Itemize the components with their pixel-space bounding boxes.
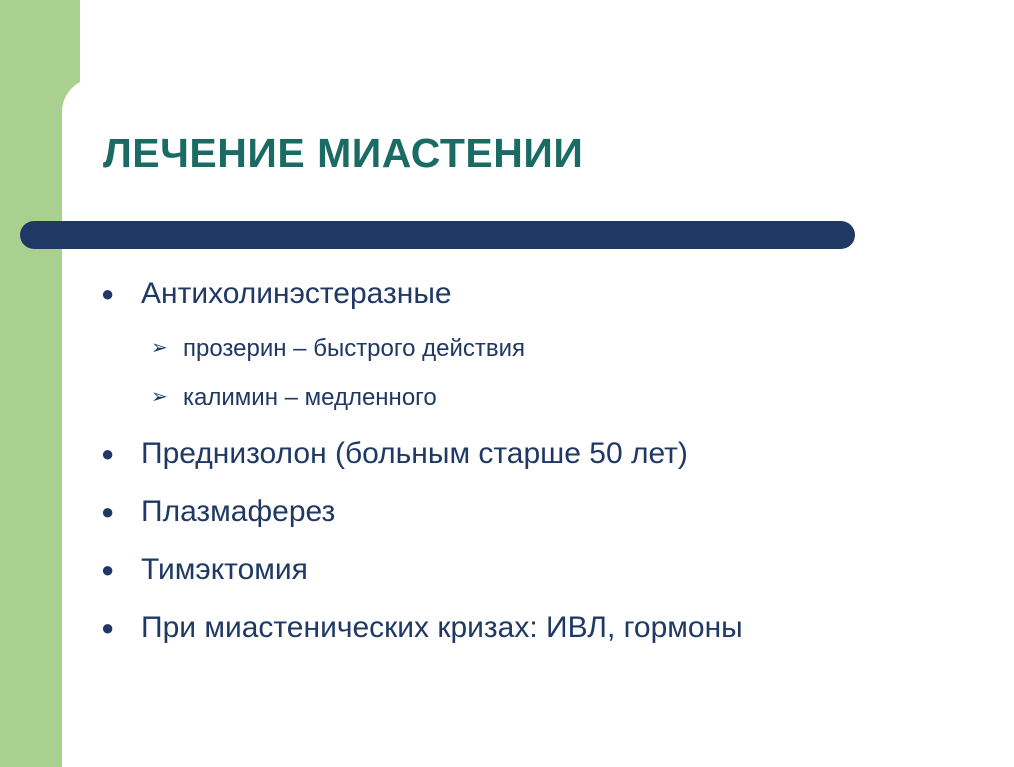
list-item-label: Преднизолон (больным старше 50 лет) [141, 437, 688, 470]
bullet-marker-icon: ● [101, 557, 115, 582]
list-item [95, 428, 985, 480]
list-item-label: При миастенических кризах: ИВЛ, гормоны [141, 611, 743, 644]
bullet-marker-icon: ● [101, 281, 115, 306]
list-item-label: прозерин – быстрого действия [183, 335, 526, 362]
list-item [95, 326, 985, 371]
list-item [95, 486, 985, 538]
list-item-label: калимин – медленного [183, 384, 437, 411]
list-item [95, 602, 985, 654]
list-item [95, 544, 985, 596]
list-item-label: Антихолинэстеразные [141, 277, 452, 310]
bullet-marker-icon: ● [101, 615, 115, 640]
arrow-bullet-icon: ➢ [151, 386, 168, 408]
list-item-label: Плазмаферез [141, 495, 336, 528]
list-item [95, 375, 985, 420]
title-underline-bar [20, 221, 855, 249]
arrow-bullet-icon: ➢ [151, 337, 168, 359]
list-item [95, 268, 985, 320]
list-item-label: Тимэктомия [141, 553, 308, 586]
bullet-list [95, 268, 985, 660]
bullet-marker-icon: ● [101, 441, 115, 466]
bullet-marker-icon: ● [101, 499, 115, 524]
slide-title: ЛЕЧЕНИЕ МИАСТЕНИИ [103, 130, 584, 176]
